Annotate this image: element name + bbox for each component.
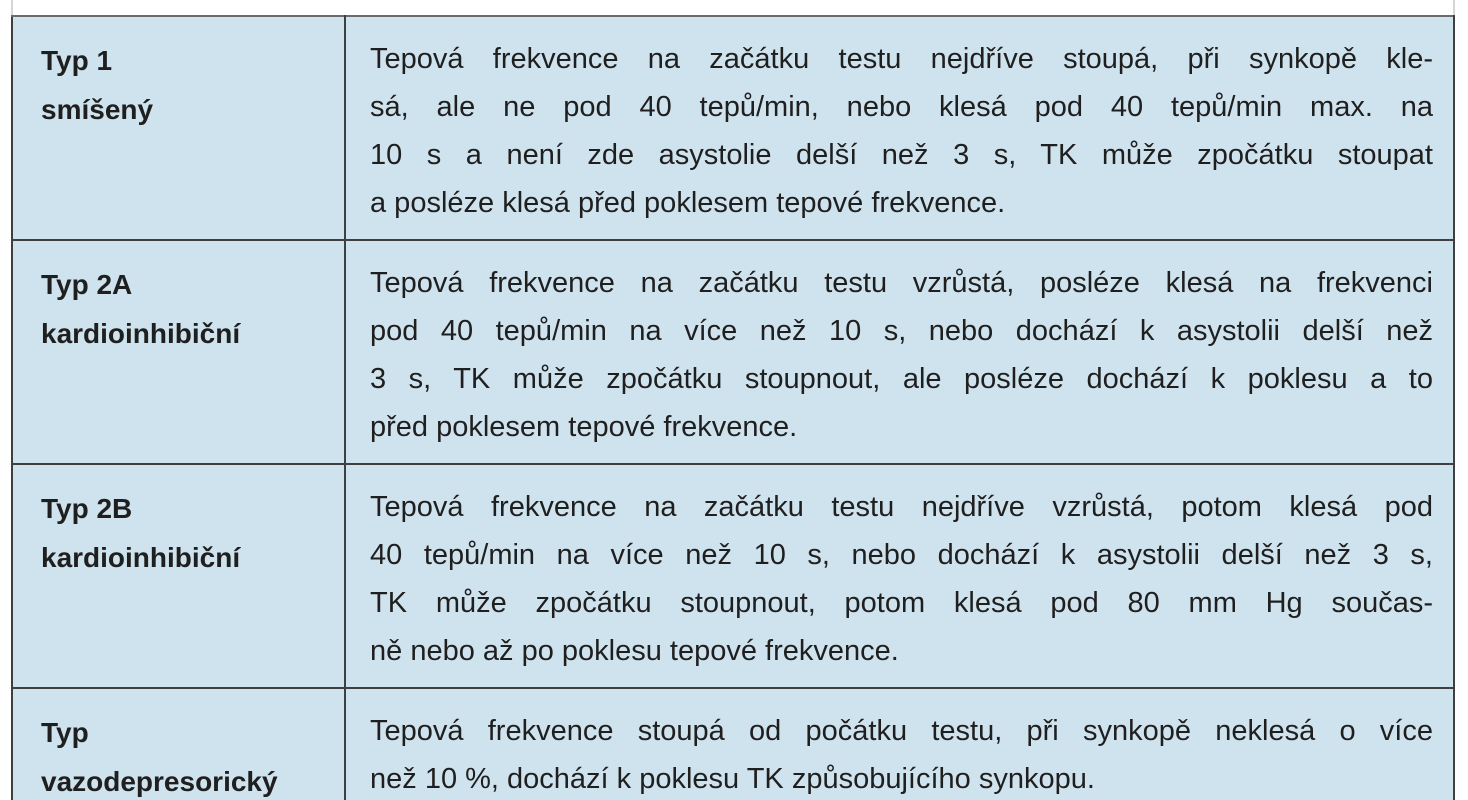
type-name: Typ [41, 717, 89, 748]
description-line: TK může zpočátku stoupnout, potom klesá pod 80 mm Hg součas- [370, 587, 1433, 619]
description-line: pod 40 tepů/min na více než 10 s, nebo dochází k asystolii delší než [370, 315, 1433, 347]
type-cell [12, 16, 345, 240]
description-cell [345, 464, 1454, 688]
description-line: než 10 %, dochází k poklesu TK způsobujícího synkopu. [370, 763, 1095, 795]
description-line: před poklesem tepové frekvence. [370, 411, 798, 443]
type-name: Typ 2B [41, 493, 133, 524]
type-name: Typ 2A [41, 269, 133, 300]
description-line: Tepová frekvence na začátku testu nejdříve vzrůstá, potom klesá pod [370, 491, 1433, 523]
type-label: smíšený [41, 94, 154, 125]
description-line: Tepová frekvence na začátku testu nejdříve stoupá, při synkopě kle- [370, 43, 1433, 75]
type-label: kardioinhibiční [41, 542, 241, 573]
description-line: Tepová frekvence na začátku testu vzrůstá, posléze klesá na frekvenci [370, 267, 1433, 299]
type-label: kardioinhibiční [41, 318, 241, 349]
type-cell [12, 240, 345, 464]
syncope-types-table [11, 15, 1455, 800]
type-name: Typ 1 [41, 45, 113, 76]
description-line: 10 s a není zde asystolie delší než 3 s, TK může zpočátku stoupat [370, 139, 1433, 171]
type-label: vazodepresorický [41, 766, 278, 797]
description-line: 3 s, TK může zpočátku stoupnout, ale posléze dochází k poklesu a to [370, 363, 1433, 395]
description-cell [345, 240, 1454, 464]
table-top-edge [11, 0, 1455, 15]
table-row [12, 688, 1454, 800]
description-cell [345, 16, 1454, 240]
description-line: a posléze klesá před poklesem tepové frekvence. [370, 187, 1006, 219]
description-line: ně nebo až po poklesu tepové frekvence. [370, 635, 899, 667]
description-line: sá, ale ne pod 40 tepů/min, nebo klesá pod 40 tepů/min max. na [370, 91, 1433, 123]
description-line: Tepová frekvence stoupá od počátku testu, při synkopě neklesá o více [370, 715, 1433, 747]
description-cell [345, 688, 1454, 800]
table-row [12, 240, 1454, 464]
description-line: 40 tepů/min na více než 10 s, nebo dochází k asystolii delší než 3 s, [370, 539, 1433, 571]
type-cell [12, 688, 345, 800]
table-row [12, 16, 1454, 240]
table-row [12, 464, 1454, 688]
type-cell [12, 464, 345, 688]
